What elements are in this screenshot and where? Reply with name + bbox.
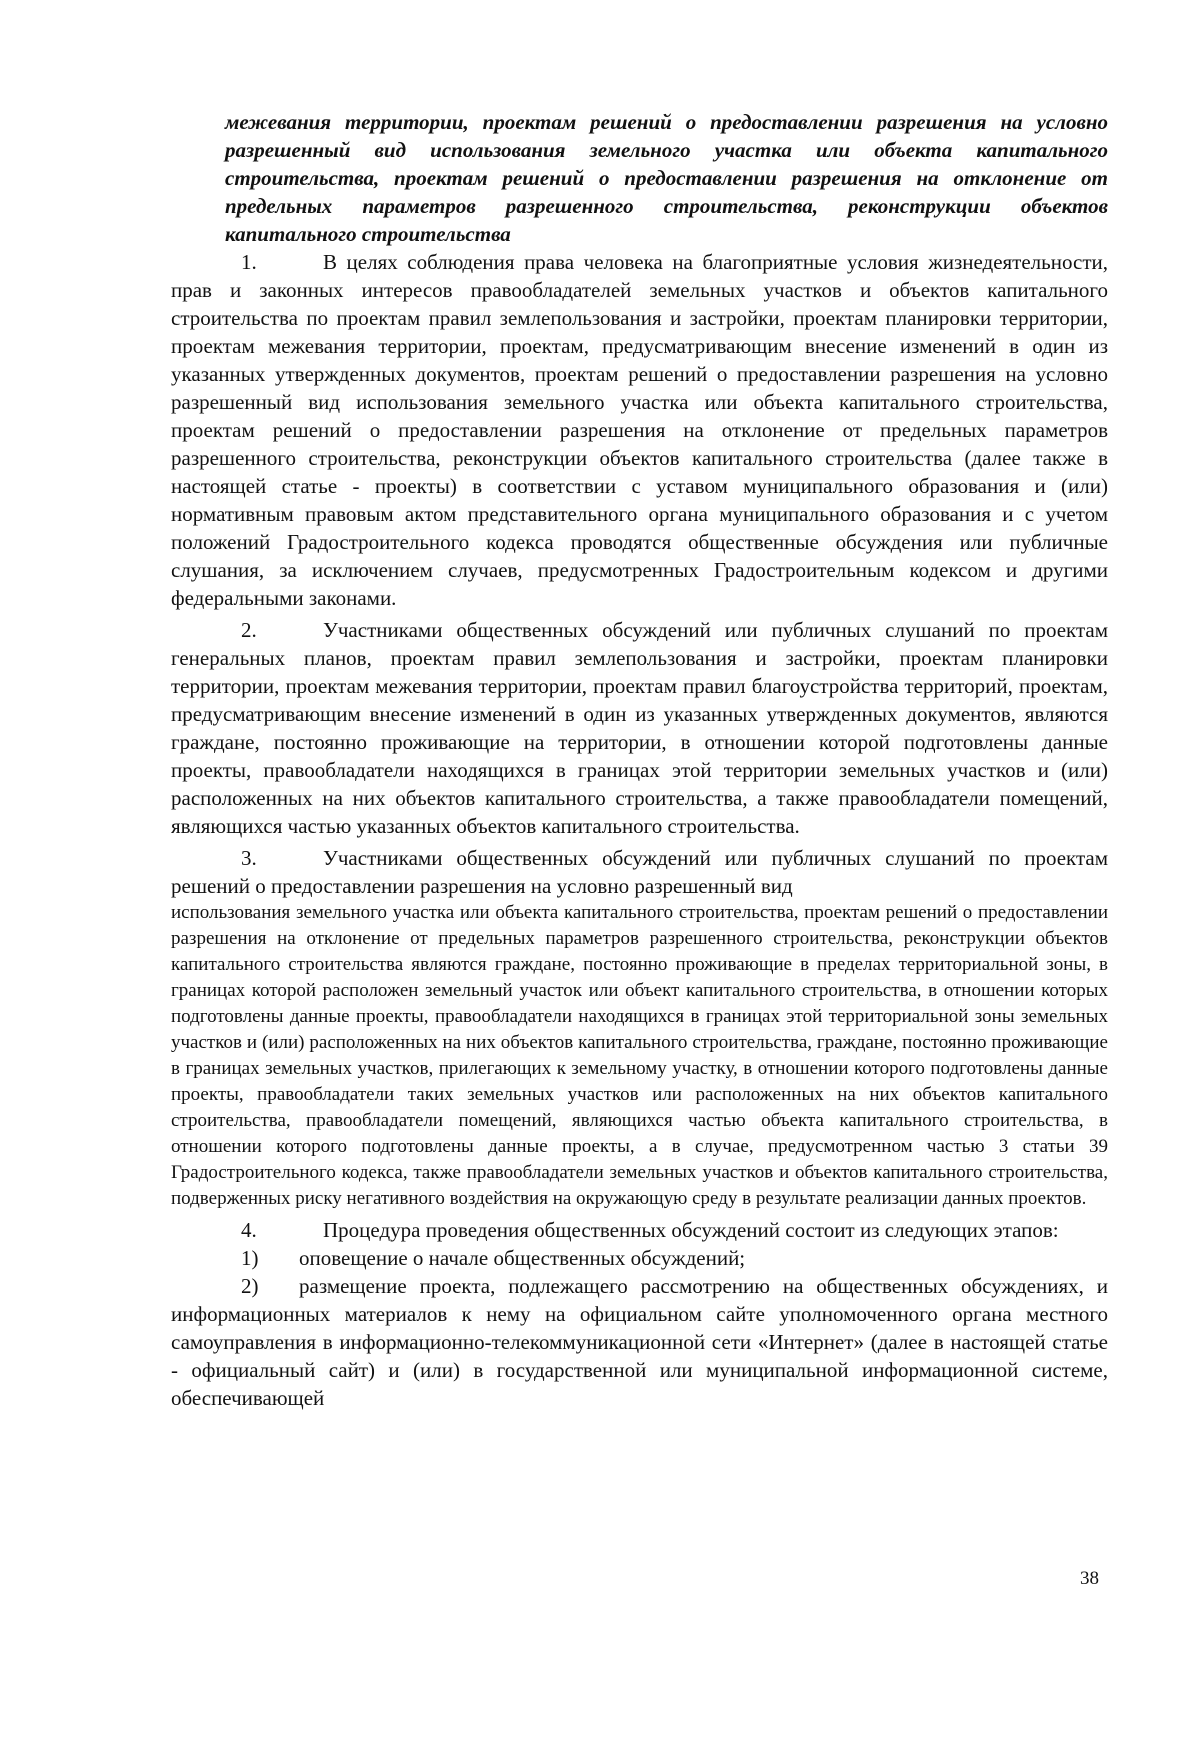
paragraph-number: 4. xyxy=(241,1218,257,1242)
page-number: 38 xyxy=(1080,1568,1099,1589)
paragraph-2 xyxy=(171,616,1108,840)
paragraph-number: 3. xyxy=(241,846,257,870)
paragraph-text: В целях соблюдения права человека на благоприятные условия жизнедеятельности, прав и законных интересов правообладателей земельных участков и объектов капитального строительства по проектам правил землепользования и застройки, проектам планировки территории, проектам межевания территории, проектам, предусматривающим внесение изменений в один из указанных утвержденных документов, проектам решений о предоставлении разрешения на условно разрешенный вид использования земельного участка или объекта капитального строительства, проектам решений о предоставлении разрешения на отклонение от предельных параметров разрешенного строительства, реконструкции объектов капитального строительства (далее также в настоящей статье - проекты) в соответствии с уставом муниципального образования и (или) нормативным правовым актом представительного органа муниципального образования и с учетом положений Градостроительного кодекса проводятся общественные обсуждения или публичные слушания, за исключением случаев, предусмотренных Градостроительным кодексом и другими федеральными законами. xyxy=(171,250,1108,610)
list-item-text: размещение проекта, подлежащего рассмотрению на общественных обсуждениях, и информационных материалов к нему на официальном сайте уполномоченного органа местного самоуправления в информационно-телекоммуникационной сети «Интернет» (далее в настоящей статье - официальный сайт) и (или) в государственной или муниципальной информационной системе, обеспечивающей xyxy=(171,1274,1108,1410)
paragraph-text-lead: Участниками общественных обсуждений или публичных слушаний по проектам решений о предоставлении разрешения на условно разрешенный вид xyxy=(171,846,1108,898)
paragraph-1 xyxy=(171,248,1108,612)
section-heading: межевания территории, проектам решений о предоставлении разрешения на условно разрешенный вид использования земельного участка или объекта капитального строительства, проектам решений о предоставлении разрешения на отклонение от предельных параметров разрешенного строительства, реконструкции объектов капитального строительства xyxy=(225,110,1108,246)
paragraph-number: 2. xyxy=(241,618,257,642)
paragraph-text-rest: использования земельного участка или объекта капитального строительства, проектам решений о предоставлении разрешения на отклонение от предельных параметров разрешенного строительства, реконструкции объектов капитального строительства являются граждане, постоянно проживающие в пределах территориальной зоны, в границах которой расположен земельный участок или объект капитального строительства, в отношении которых подготовлены данные проекты, правообладатели находящихся в границах этой территориальной зоны земельных участков и (или) расположенных на них объектов капитального строительства, граждане, постоянно проживающие в границах земельных участков, прилегающих к земельному участку, в отношении которого подготовлены данные проекты, правообладатели таких земельных участков или расположенных на них объектов капитального строительства, правообладатели помещений, являющихся частью объекта капитального строительства, в отношении которого подготовлены данные проекты, а в случае, предусмотренном частью 3 статьи 39 Градостроительного кодекса, также правообладатели земельных участков и объектов капитального строительства, подверженных риску негативного воздействия на окружающую среду в результате реализации данных проектов. xyxy=(171,902,1108,1209)
paragraph-number: 1. xyxy=(241,250,257,274)
list-item-text: оповещение о начале общественных обсуждений; xyxy=(299,1246,746,1270)
paragraph-3-continued xyxy=(171,900,1108,1212)
paragraph-3 xyxy=(171,844,1108,900)
paragraph-text: Участниками общественных обсуждений или публичных слушаний по проектам генеральных планов, проектам правил землепользования и застройки, проектам планировки территории, проектам межевания территории, проектам правил благоустройства территорий, проектам, предусматривающим внесение изменений в один из указанных утвержденных документов, являются граждане, постоянно проживающие на территории, в отношении которой подготовлены данные проекты, правообладатели находящихся в границах этой территории земельных участков и (или) расположенных на них объектов капитального строительства, а также правообладатели помещений, являющихся частью указанных объектов капитального строительства. xyxy=(171,618,1108,838)
document-page xyxy=(171,108,1108,1412)
list-item-number: 1) xyxy=(241,1246,259,1270)
list-item-2 xyxy=(171,1272,1108,1412)
paragraph-4 xyxy=(171,1216,1108,1244)
list-item-number: 2) xyxy=(241,1274,259,1298)
paragraph-text: Процедура проведения общественных обсуждений состоит из следующих этапов: xyxy=(323,1218,1059,1242)
list-item-1 xyxy=(171,1244,1108,1272)
